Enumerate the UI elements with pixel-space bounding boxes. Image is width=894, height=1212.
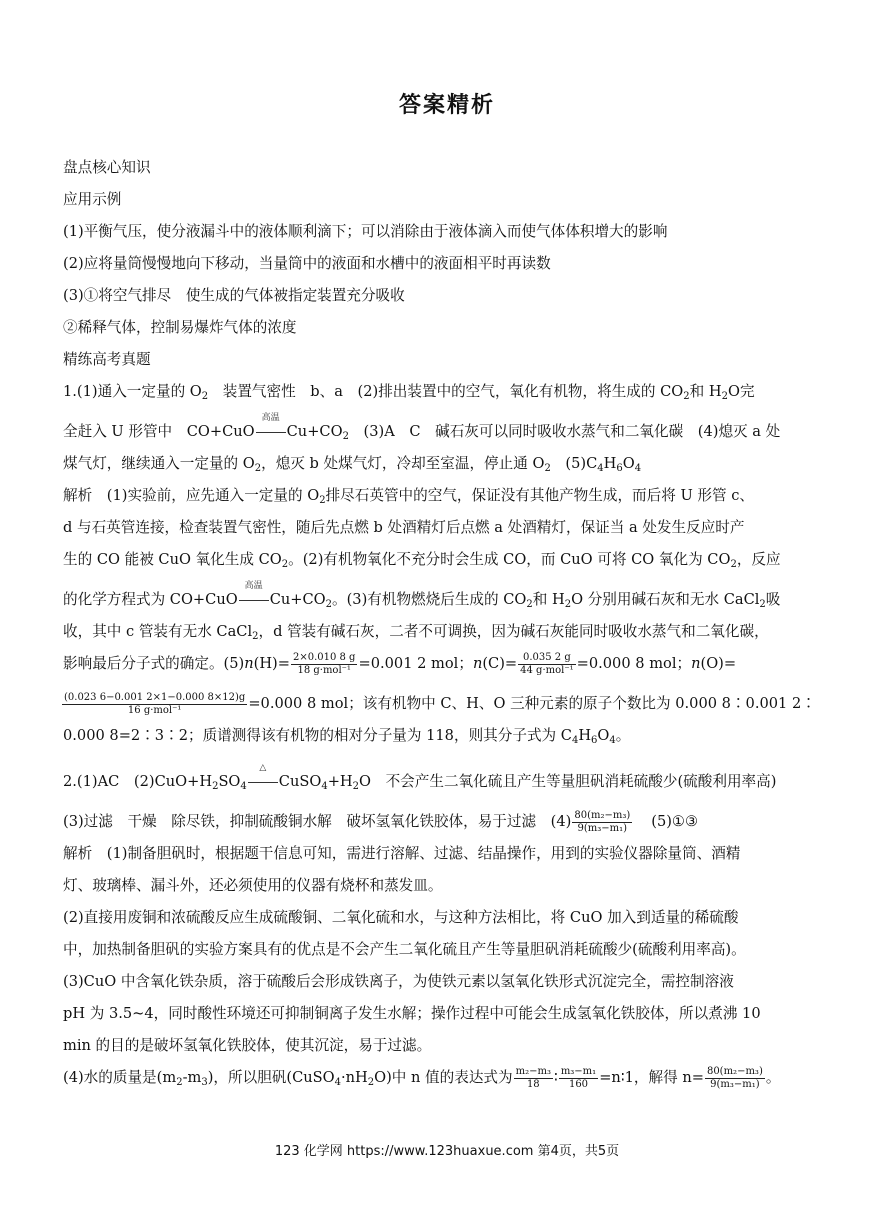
q2-explanation: min 的目的是破坏氢氧化铁胶体，使其沉淀，易于过滤。 bbox=[63, 1037, 432, 1054]
q2-explanation: 中，加热制备胆矾的实验方案具有的优点是不会产生二氧化硫且产生等量胆矾消耗硫酸少(硫酸利用率高)。 bbox=[63, 941, 746, 958]
answer-content bbox=[63, 152, 833, 1094]
q1-explanation: 收，其中 c 管装有无水 CaCl$_2$，d 管装有碱石灰，二者不可调换，因为碱石灰能同时吸收水蒸气和二氧化碳， bbox=[63, 623, 769, 642]
fraction: $\frac{\text{80(m₂−m₃)}}{\text{9(m₃−m₁)}}$ bbox=[574, 809, 631, 834]
paragraph: ②稀释气体，控制易爆炸气体的浓度 bbox=[63, 319, 297, 336]
paragraph: (3)①将空气排尽 使生成的气体被指定装置充分吸收 bbox=[63, 287, 405, 304]
paragraph: (2)应将量筒慢慢地向下移动，当量筒中的液面和水槽中的液面相平时再读数 bbox=[63, 255, 551, 272]
section-heading: 应用示例 bbox=[63, 191, 122, 208]
fraction: $\frac{0.035 2 g}{\text{44 g·mol⁻¹}}$ bbox=[520, 651, 574, 676]
q2-explanation: 解析 (1)制备胆矾时，根据题干信息可知，需进行溶解、过滤、结晶操作，用到的实验仪器除量筒、酒精 bbox=[63, 845, 741, 862]
q1-answer-line: 煤气灯，继续通入一定量的 $O_2$，熄灭 b 处煤气灯，冷却至室温，停止通 $O_2$ $(5)C_4H_6O_4$ bbox=[63, 455, 642, 474]
q1-explanation: 的化学方程式为 CO+CuO 高温 $Cu+CO_2$。(3)有机物燃烧后生成的 $CO_2$和 $H_2O$ 分别用碱石灰和无水 CaCl$_2$吸 bbox=[63, 581, 781, 610]
q2-explanation: (4)水的质量是$(m_2-m_3)$，所以胆矾$(CuSO_4\cdot nH_2O)$中 n 值的表达式为 $\frac{\text{m₂−m₃}}{18}$ ∶ $\frac{\text{m₃−m₁}}{160}$ =n∶1，解得 n= $\frac{\text{80(m₂−m₃)}}{\text{9(m₃−m₁)}}$ 。 bbox=[63, 1065, 781, 1090]
q1-explanation: 生的 CO 能被 CuO 氧化生成 $CO_2$。(2)有机物氧化不充分时会生成 CO，而 CuO 可将 CO 氧化为 $CO_2$，反应 bbox=[63, 551, 781, 570]
q2-explanation: 灯、玻璃棒、漏斗外，还必须使用的仪器有烧杯和蒸发皿。 bbox=[63, 877, 443, 894]
fraction: $\frac{(0.023 6-0.001 2\times 1-0.000 8\times 12)g}{\text{16 g·mol⁻¹}}$ bbox=[64, 691, 246, 716]
q2-explanation: (3)CuO 中含氧化铁杂质，溶于硫酸后会形成铁离子，为使铁元素以氢氧化铁形式沉淀完全，需控制溶液 bbox=[63, 973, 734, 990]
q1-answer-line: 全赶入 U 形管中 CO+CuO 高温 $Cu+CO_2$ (3)A C 碱石灰可以同时吸收水蒸气和二氧化碳 (4)熄灭 a 处 bbox=[63, 413, 781, 442]
q1-explanation: d 与石英管连接，检查装置气密性，随后先点燃 b 处酒精灯后点燃 a 处酒精灯，保证当 a 处发生反应时产 bbox=[63, 519, 745, 536]
fraction: $\frac{2\times 0.010 8 g}{\text{18 g·mol⁻¹}}$ bbox=[292, 651, 356, 676]
reaction-arrow: △ bbox=[248, 775, 278, 789]
q1-explanation: 0.000 8=2∶3∶2；质谱测得该有机物的相对分子量为 118，则其分子式为 $C_4H_6O_4$。 bbox=[63, 727, 631, 746]
q1-explanation: 解析 (1)实验前，应先通入一定量的 $O_2$排尽石英管中的空气，保证没有其他产物生成，而后将 U 形管 c、 bbox=[63, 487, 754, 506]
paragraph: (1)平衡气压，使分液漏斗中的液体顺利滴下；可以消除由于液体滴入而使气体体积增大的影响 bbox=[63, 223, 668, 240]
page-footer: 123 化学网 https://www.123huaxue.com 第4页，共5页 bbox=[274, 1144, 620, 1159]
q2-explanation: pH 为 3.5~4，同时酸性环境还可抑制铜离子发生水解；操作过程中可能会生成氢氧化铁胶体，所以煮沸 10 bbox=[63, 1005, 761, 1022]
q2-answer-line: (3)过滤 干燥 除尽铁，抑制硫酸铜水解 破坏氢氧化铁胶体，易于过滤 (4) $\frac{\text{80(m₂−m₃)}}{\text{9(m₃−m₁)}}$ (5)①③ bbox=[63, 809, 699, 834]
reaction-arrow: 高温 bbox=[239, 593, 269, 607]
q2-explanation: (2)直接用废铜和浓硫酸反应生成硫酸铜、二氧化硫和水，与这种方法相比，将 CuO 加入到适量的稀硫酸 bbox=[63, 909, 739, 926]
section-heading: 精练高考真题 bbox=[63, 351, 151, 368]
fraction: $\frac{\text{m₃−m₁}}{160}$ bbox=[560, 1065, 597, 1090]
section-heading: 盘点核心知识 bbox=[63, 159, 151, 176]
q1-answer-line: 1.(1)通入一定量的 $O_2$ 装置气密性 b、a (2)排出装置中的空气，氧化有机物，将生成的 $CO_2$和 $H_2O$完 bbox=[63, 383, 755, 402]
q1-explanation: 影响最后分子式的确定。(5)n(H)= $\frac{2\times 0.010 8 g}{\text{18 g·mol⁻¹}}$ =0.001 2 mol；n(C)= $\frac{0.035 2 g}{\text{44 g·mol⁻¹}}$ =0.000 8 mol；n(O)= bbox=[63, 651, 737, 676]
fraction: $\frac{\text{m₂−m₃}}{18}$ bbox=[515, 1065, 551, 1090]
q2-answer-line: 2.(1)AC $(2)CuO+H_2SO_4$ △ $CuSO_4+H_2O$ 不会产生二氧化硫且产生等量胆矾消耗硫酸少(硫酸利用率高) bbox=[63, 763, 777, 792]
reaction-arrow: 高温 bbox=[256, 425, 286, 439]
fraction: $\frac{\text{80(m₂−m₃)}}{\text{9(m₃−m₁)}}$ bbox=[706, 1065, 763, 1090]
page-title: 答案精析 bbox=[398, 93, 495, 118]
q1-explanation: $\frac{(0.023 6-0.001 2\times 1-0.000 8\times 12)g}{\text{16 g·mol⁻¹}}$ =0.000 8 mol；该有机物中 C、H、O 三种元素的原子个数比为 0.000 8∶0.001 2∶ bbox=[64, 691, 816, 716]
